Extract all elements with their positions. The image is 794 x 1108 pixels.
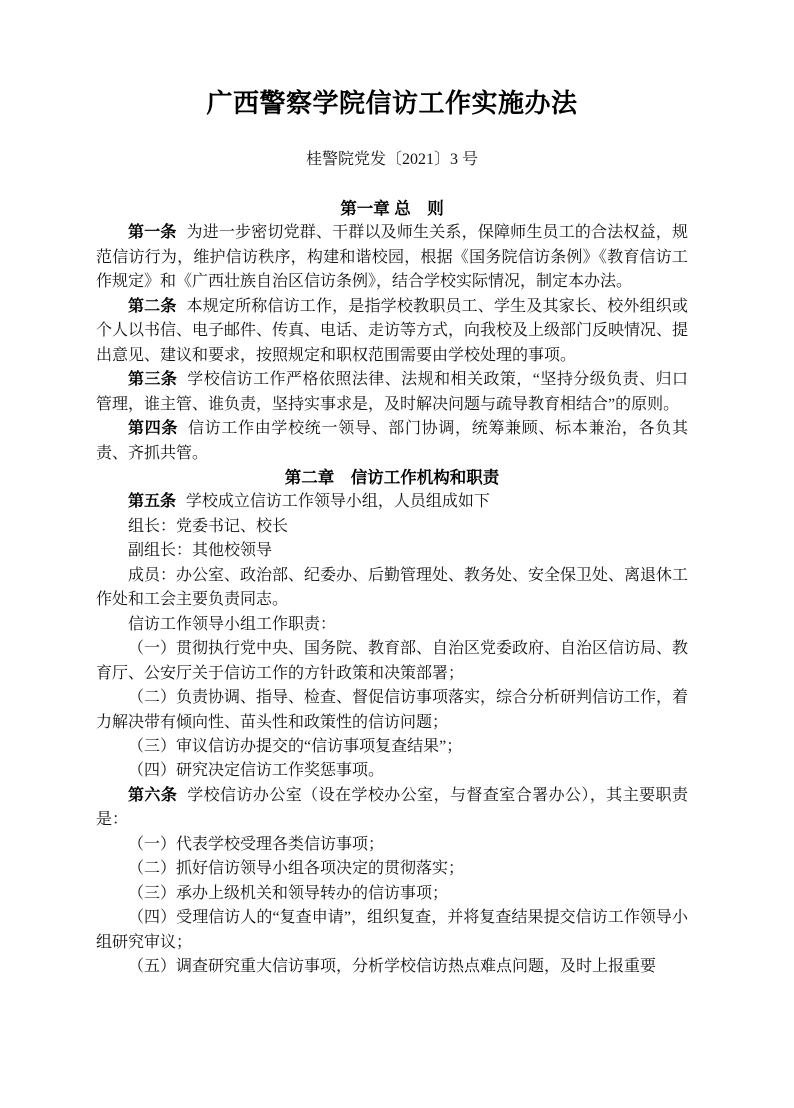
document-number: 桂警院党发〔2021〕3 号	[305, 151, 478, 168]
office-duty-5: （五）调查研究重大信访事项，分析学校信访热点难点问题，及时上报重要	[128, 958, 657, 976]
article-1-label: 第一条	[128, 224, 177, 242]
members-line: 成员：办公室、政治部、纪委办、后勤管理处、教务处、安全保卫处、离退休工作处和工会主要负责同志。	[96, 566, 689, 609]
article-4-text: 信访工作由学校统一领导、部门协调，统筹兼顾、标本兼治，各负其责、齐抓共管。	[96, 420, 688, 462]
office-duty-3: （三）承办上级机关和领导转办的信访事项；	[128, 884, 449, 902]
document-title: 广西警察学院信访工作实施办法	[206, 89, 578, 118]
leading-group-duty-2: （二）负责协调、指导、检查、督促信访事项落实，综合分析研判信访工作，着力解决带有倾向性、苗头性和政策性的信访问题；	[96, 689, 689, 731]
article-2-label: 第二条	[128, 297, 177, 315]
article-1-text: 为进一步密切党群、干群以及师生关系，保障师生员工的合法权益，规范信访行为，维护信访秩序，构建和谐校园，根据《国务院信访条例》《教育信访工作规定》和《广西壮族自治区信访条例》，结合学校实际情况，制定本办法。	[96, 224, 688, 291]
article-3	[96, 368, 688, 417]
office-duty-2: （二）抓好信访领导小组各项决定的贯彻落实；	[128, 860, 465, 878]
article-4	[96, 417, 688, 466]
office-duty-1: （一）代表学校受理各类信访事项；	[128, 835, 385, 853]
deputy-leader-line: 副组长：其他校领导	[128, 542, 273, 560]
article-4-label: 第四条	[128, 420, 179, 438]
leading-group-duty-1: （一）贯彻执行党中央、国务院、教育部、自治区党委政府、自治区信访局、教育厅、公安厅关于信访工作的方针政策和决策部署；	[96, 640, 689, 682]
article-5-text: 学校成立信访工作领导小组，人员组成如下	[185, 493, 490, 511]
article-6-label: 第六条	[128, 786, 178, 804]
leading-group-duty-4: （四）研究决定信访工作奖惩事项。	[128, 762, 385, 780]
article-2	[96, 295, 688, 368]
article-1	[96, 221, 688, 294]
article-6	[96, 784, 688, 833]
article-2-text: 本规定所称信访工作，是指学校教职员工、学生及其家长、校外组织或个人以书信、电子邮件、传真、电话、走访等方式，向我校及上级部门反映情况、提出意见、建议和要求，按照规定和职权范围需要由学校处理的事项。	[96, 297, 689, 364]
leading-group-duties-intro: 信访工作领导小组工作职责：	[128, 615, 337, 633]
article-3-label: 第三条	[128, 371, 178, 389]
article-6-text: 学校信访办公室（设在学校办公室，与督查室合署办公），其主要职责是：	[96, 786, 688, 829]
leading-group-duty-3: （三）审议信访办提交的“信访事项复查结果”；	[128, 737, 463, 755]
chapter-heading-2: 第二章 信访工作机构和职责	[284, 468, 500, 487]
office-duty-4: （四）受理信访人的“复查申请”，组织复查，并将复查结果提交信访工作领导小组研究审议；	[96, 909, 688, 951]
article-5	[96, 490, 688, 514]
chapter-heading-1: 第一章 总 则	[340, 200, 444, 218]
article-5-label: 第五条	[128, 493, 177, 511]
article-3-text: 学校信访工作严格依照法律、法规和相关政策，“坚持分级负责、归口管理，谁主管、谁负责，坚持实事求是，及时解决问题与疏导教育相结合”的原则。	[96, 371, 688, 413]
leader-line: 组长：党委书记、校长	[128, 517, 289, 535]
